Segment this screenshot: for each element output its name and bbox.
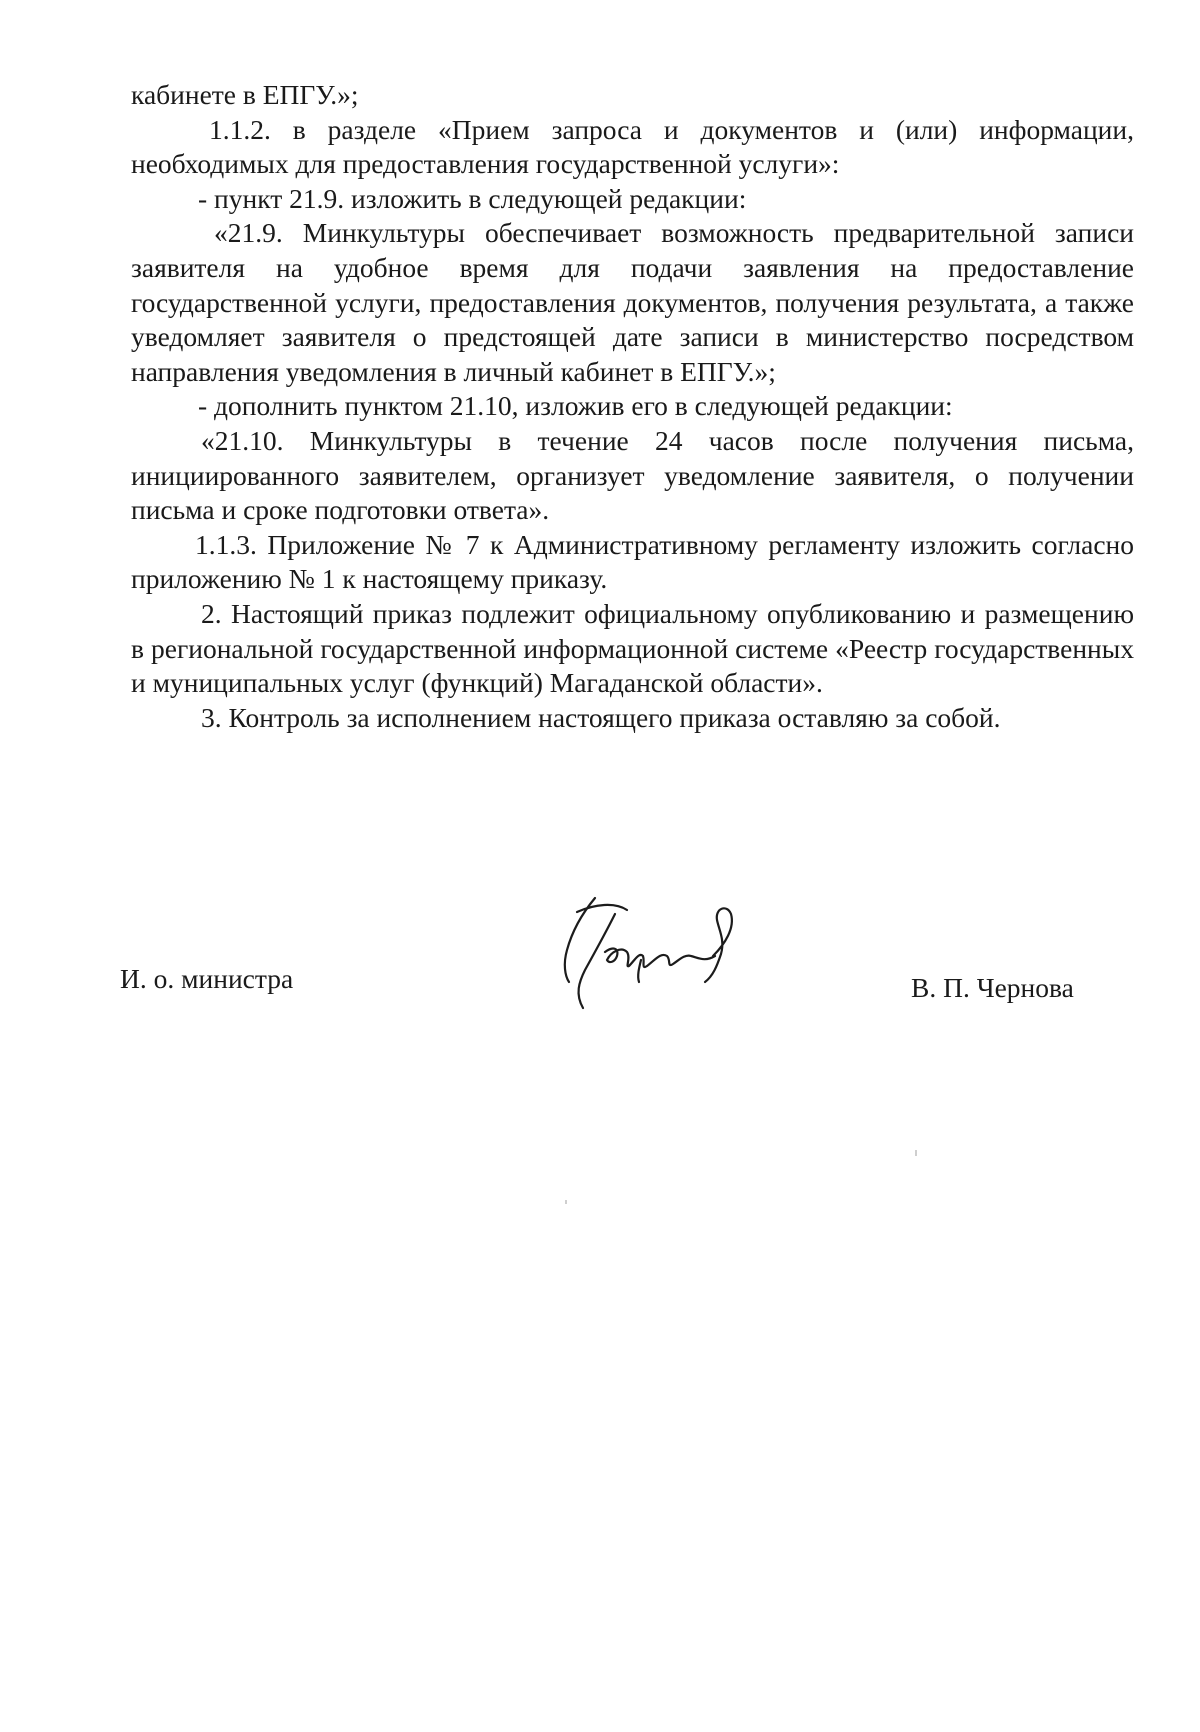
document-body <box>131 78 1134 735</box>
signer-name: В. П. Чернова <box>911 972 1074 1003</box>
scan-artifact <box>565 1200 567 1204</box>
paragraph-2: 2. Настоящий приказ подлежит официальному опубликованию и размещению в региональной государственной информационной системе «Реестр государственных и муниципальных услуг (функций) Магаданской области». <box>131 597 1134 699</box>
paragraph-item-21-9-intro: - пункт 21.9. изложить в следующей редакции: <box>198 182 747 214</box>
handwritten-signature <box>555 890 755 1020</box>
paragraph-item-21-10-intro: - дополнить пунктом 21.10, изложив его в следующей редакции: <box>198 390 953 422</box>
paragraph-21-9: «21.9. Минкультуры обеспечивает возможность предварительной записи заявителя на удобное время для подачи заявления на предоставление государственной услуги, предоставления документов, получения результата, а также уведомляет заявителя о предстоящей дате записи в министерство посредством направления уведомления в личный кабинет в ЕПГУ.»; <box>131 217 1134 387</box>
paragraph-21-10: «21.10. Минкультуры в течение 24 часов после получения письма, инициированного заявителем, организует уведомление заявителя, о получении письма и сроке подготовки ответа». <box>131 424 1134 526</box>
signer-position: И. о. министра <box>120 963 294 994</box>
scan-artifact <box>915 1150 917 1156</box>
paragraph-3: 3. Контроль за исполнением настоящего приказа оставляю за собой. <box>201 701 1001 733</box>
paragraph-1-1-3: 1.1.3. Приложение № 7 к Административному регламенту изложить согласно приложению № 1 к настоящему приказу. <box>131 528 1134 595</box>
paragraph-1-1-2: 1.1.2. в разделе «Прием запроса и документов и (или) информации, необходимых для предоставления государственной услуги»: <box>131 113 1134 180</box>
paragraph-continuation: кабинете в ЕПГУ.»; <box>131 79 359 110</box>
